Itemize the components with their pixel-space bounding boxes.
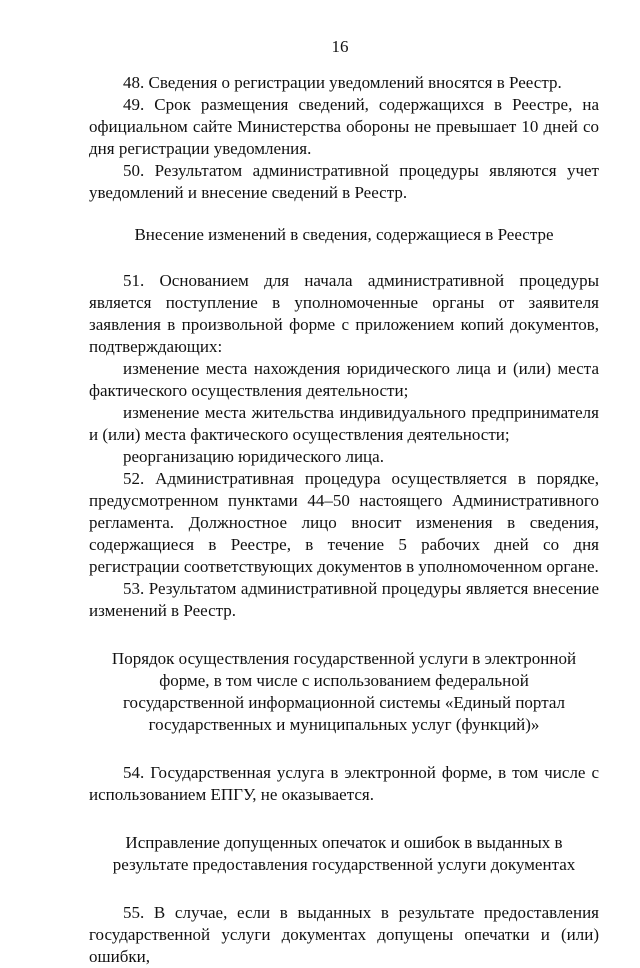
heading-line: Порядок осуществления государственной услуги в электронной	[111, 649, 577, 668]
paragraph-48: 48. Сведения о регистрации уведомлений вносятся в Реестр.	[123, 73, 562, 92]
paragraph-49: 49. Срок размещения сведений, содержащихся в Реестре, на официальном сайте Министерства обороны не превышает 10 дней со дня регистрации уведомления.	[89, 95, 599, 158]
heading-line: государственных и муниципальных услуг (функций)»	[148, 715, 540, 734]
paragraph-51-item-3: реорганизацию юридического лица.	[123, 447, 384, 466]
page-number: 16	[331, 37, 349, 56]
section-heading-registry-changes: Внесение изменений в сведения, содержащиеся в Реестре	[134, 225, 554, 244]
heading-line: результате предоставления государственной услуги документах	[112, 855, 576, 874]
document-body	[89, 72, 599, 968]
paragraph-53: 53. Результатом административной процедуры является внесение изменений в Реестр.	[89, 579, 599, 620]
paragraph-51-item-2: изменение места жительства индивидуального предпринимателя и (или) места фактического осуществления деятельности;	[89, 403, 599, 444]
heading-line: Исправление допущенных опечаток и ошибок в выданных в	[125, 833, 563, 852]
paragraph-51: 51. Основанием для начала административной процедуры является поступление в уполномоченные органы от заявителя заявления в произвольной форме с приложением копий документов, подтверждающих:	[89, 271, 599, 356]
paragraph-51-item-1: изменение места нахождения юридического лица и (или) места фактического осуществления деятельности;	[89, 359, 599, 400]
heading-line: государственной информационной системы «Единый портал	[122, 693, 566, 712]
paragraph-54: 54. Государственная услуга в электронной форме, в том числе с использованием ЕПГУ, не оказывается.	[89, 763, 599, 804]
heading-line: форме, в том числе с использованием федеральной	[159, 671, 529, 690]
paragraph-50: 50. Результатом административной процедуры являются учет уведомлений и внесение сведений в Реестр.	[89, 161, 599, 202]
paragraph-55: 55. В случае, если в выданных в результате предоставления государственной услуги документах допущены опечатки и (или) ошибки,	[89, 903, 599, 966]
section-heading-error-correction	[89, 832, 599, 876]
section-heading-electronic-service	[89, 648, 599, 736]
paragraph-52: 52. Административная процедура осуществляется в порядке, предусмотренном пунктами 44–50 настоящего Административного регламента. Должностное лицо вносит изменения в сведения, содержащиеся в Реестре, в течение 5 рабочих дней со дня регистрации соответствующих документов в уполномоченном органе.	[89, 469, 599, 576]
